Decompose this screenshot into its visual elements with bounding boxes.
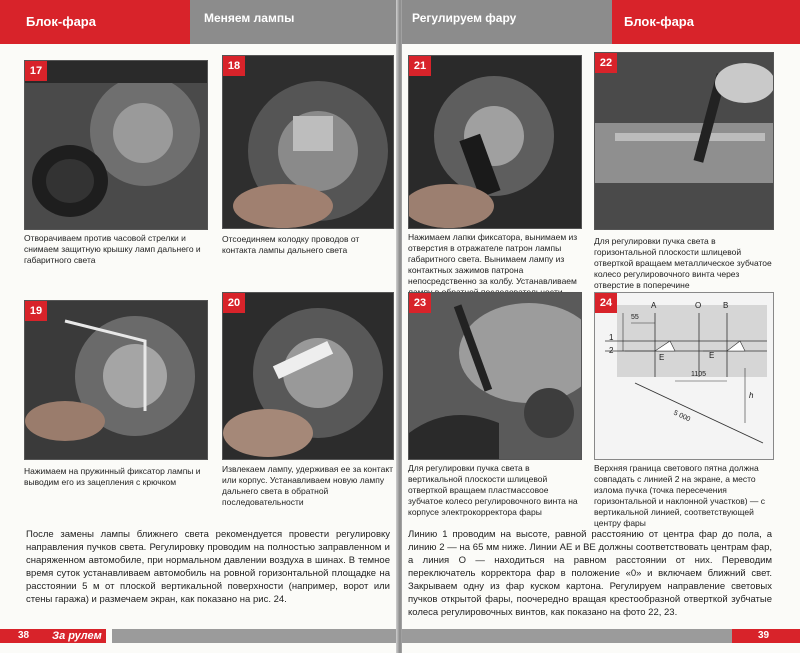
caption-18: Отсоединяем колодку проводов от контакта лампы дальнего света	[222, 234, 360, 255]
photo-19-number: 19	[25, 301, 47, 321]
bulb-removal-photo	[223, 293, 393, 459]
left-header-chapter: Меняем лампы	[190, 0, 398, 44]
label-h: h	[749, 391, 754, 400]
label-2: 2	[609, 346, 614, 355]
label-1105: 1105	[691, 371, 707, 378]
caption-24: Верхняя граница светового пятна должна совпадать с линией 2 на экране, а место излома пучка (точка пересечения горизонтальной и наклонной участков) — с вертикальной линией, соответствующей центру фары	[594, 463, 766, 528]
connector-photo	[223, 56, 393, 228]
photo-23-number: 23	[409, 293, 431, 313]
photo-17	[24, 60, 208, 230]
label-e-right: E	[709, 351, 715, 360]
caption-19: Нажимаем на пружинный фиксатор лампы и выводим его из зацепления с крючком	[24, 466, 201, 487]
label-a: A	[651, 301, 657, 310]
spring-clip-photo	[25, 301, 207, 459]
left-page-number: 38	[0, 629, 48, 643]
right-header-section: Блок-фара	[612, 0, 800, 44]
photo-18-number: 18	[223, 56, 245, 76]
label-55: 55	[631, 314, 639, 321]
left-footer-bar	[112, 629, 398, 643]
caption-22: Для регулировки пучка света в горизонтальной плоскости шлицевой отверткой вращаем металлическое зубчатое колесо регулировочного винта через отверстие в поперечине	[594, 236, 772, 290]
photo-18	[222, 55, 394, 229]
photo-23	[408, 292, 582, 460]
headlamp-rear-photo	[25, 61, 207, 229]
caption-21: Нажимаем лапки фиксатора, вынимаем из отверстия в отражателе патрон лампы габаритного света. Вынимаем лампу из контактных зажимов патрона непосредственно за колбу. Устанавливаем	[408, 232, 578, 286]
horizontal-adjust-photo	[595, 53, 773, 229]
photo-19	[24, 300, 208, 460]
caption-17: Отворачиваем против часовой стрелки и снимаем защитную крышку ламп дальнего и габаритного света	[24, 233, 201, 265]
photo-21	[408, 55, 582, 229]
magazine-logo: За рулем	[48, 629, 106, 643]
left-page	[0, 0, 398, 653]
label-o: O	[695, 301, 702, 310]
parking-lamp-photo	[409, 56, 581, 228]
figure-24-diagram	[594, 292, 774, 460]
left-body-paragraph: После замены лампы ближнего света рекомендуется провести регулировку направления пучков света. Регулировку проводим на полностью заправленном и снаряженном автомобиле, при нормальном давлении воздуха в шинах. В темное время суток устанавливаем автомобиль на ровной горизонтальной площадке на расстоянии 5 м от плоской вертикальной поверхности (например, ворот или стены гаража) и размечаем экран, как показано на рис. 24.	[26, 529, 390, 605]
photo-22-number: 22	[595, 53, 617, 73]
right-footer-bar	[402, 629, 732, 643]
label-b: B	[723, 301, 729, 310]
photo-22	[594, 52, 774, 230]
figure-24-number: 24	[595, 293, 617, 313]
label-1: 1	[609, 333, 614, 342]
right-page-number: 39	[732, 629, 800, 643]
left-header-section: Блок-фара	[0, 0, 190, 44]
photo-20	[222, 292, 394, 460]
caption-23: Для регулировки пучка света в вертикальной плоскости шлицевой отверткой вращаем пластмассовое зубчатое колесо регулировочного винта на корпусе электрокорректора фары	[408, 463, 578, 517]
caption-20: Извлекаем лампу, удерживая ее за контакт или корпус. Устанавливаем новую лампу дальнего света в обратной последовательности	[222, 464, 394, 507]
vertical-adjust-photo	[409, 293, 581, 459]
headlight-aim-screen-diagram	[595, 293, 773, 459]
label-e-left: E	[659, 353, 665, 362]
right-body-paragraph: Линию 1 проводим на высоте, равной расстоянию от центра фар до пола, а линию 2 — на 65 мм ниже. Линии АЕ и ВЕ должны соответствовать центрам фар, а линия О — находиться на равном расстоянии от них. Переводим переключатель корректора фар в положение «0» и включаем ближний свет. Закрываем одну из фар куском картона. Регулируем направление световых пучков открытой фары, поочередно вращая крестообразной отверткой зубчатые колеса регулировочных винтов, как показано на фото 22, 23.	[408, 529, 772, 618]
photo-20-number: 20	[223, 293, 245, 313]
photo-21-number: 21	[409, 56, 431, 76]
label-5000: 5 000	[672, 409, 692, 424]
right-page	[402, 0, 800, 653]
right-header-chapter: Регулируем фару	[402, 0, 612, 44]
photo-17-number: 17	[25, 61, 47, 81]
